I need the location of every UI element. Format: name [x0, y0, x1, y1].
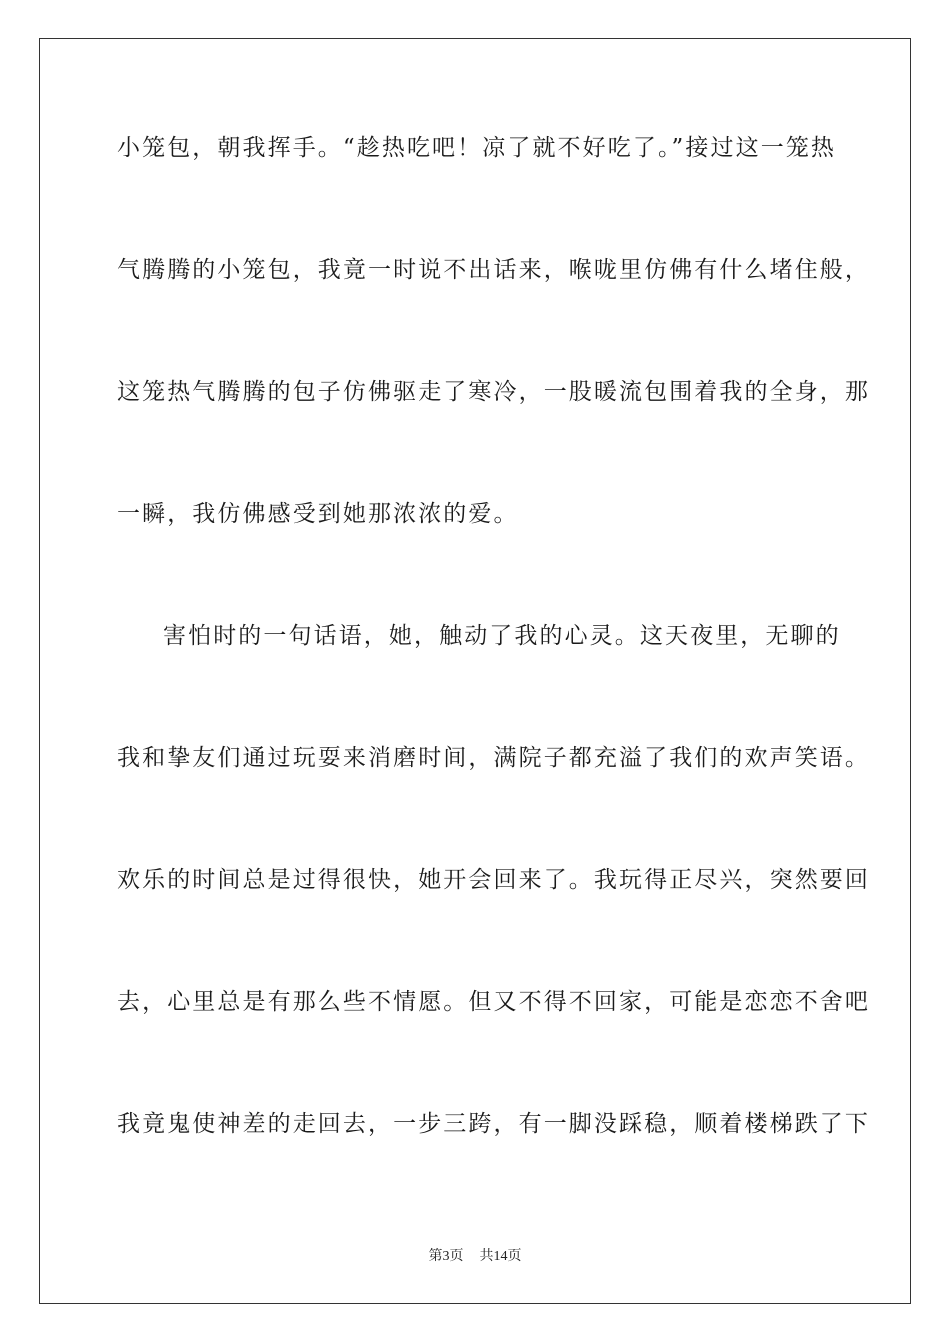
text-line: 我竟鬼使神差的走回去，一步三跨，有一脚没踩稳，顺着楼梯跌了下 [117, 1111, 870, 1137]
page-total: 共14页 [479, 1249, 522, 1264]
document-body [117, 118, 870, 1216]
page-number: 第3页 [428, 1249, 464, 1264]
text-line: 去，心里总是有那么些不情愿。但又不得不回家，可能是恋恋不舍吧 [117, 989, 870, 1015]
text-line: 小笼包，朝我挥手。“趁热吃吧！凉了就不好吃了。”接过这一笼热 [117, 135, 837, 161]
paragraph-first-line: 害怕时的一句话语，她，触动了我的心灵。这天夜里，无聊的 [163, 623, 841, 649]
page-footer [0, 1245, 950, 1265]
text-line: 欢乐的时间总是过得很快，她开会回来了。我玩得正尽兴，突然要回 [117, 867, 870, 893]
text-line: 气腾腾的小笼包，我竟一时说不出话来，喉咙里仿佛有什么堵住般， [117, 257, 870, 283]
text-line: 一瞬，我仿佛感受到她那浓浓的爱。 [117, 501, 519, 527]
text-line: 这笼热气腾腾的包子仿佛驱走了寒冷，一股暖流包围着我的全身，那 [117, 379, 870, 405]
text-line: 我和挚友们通过玩耍来消磨时间，满院子都充溢了我们的欢声笑语。 [117, 745, 870, 771]
